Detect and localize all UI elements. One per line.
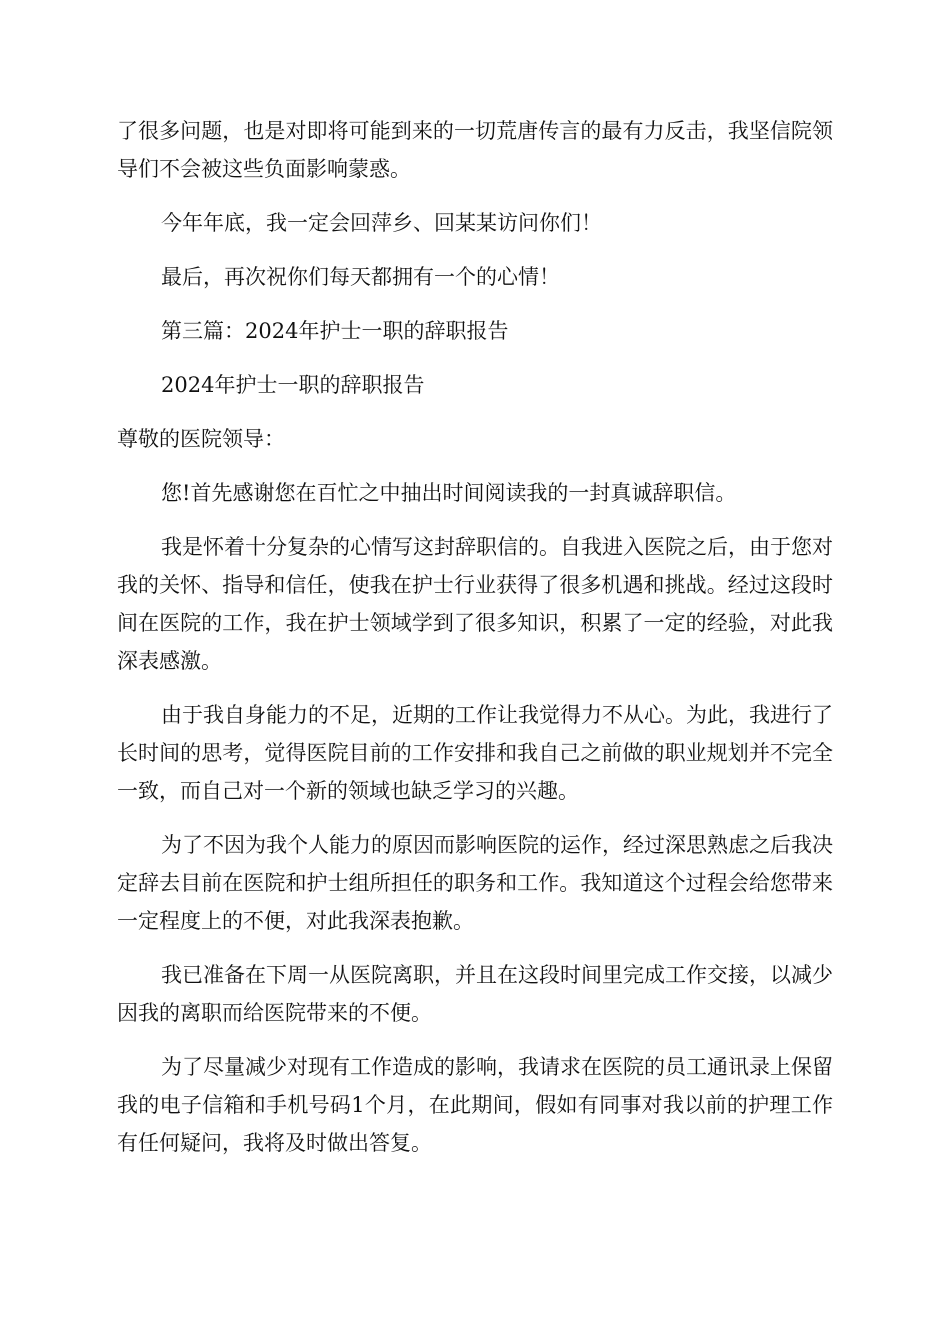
letter-title: 2024年护士一职的辞职报告 [161, 373, 425, 397]
paragraph-decision: 为了不因为我个人能力的原因而影响医院的运作，经过深思熟虑之后我决定辞去目前在医院和护士组所担任的职务和工作。我知道这个过程会给您带来一定程度上的不便，对此我深表抱歉。 [117, 833, 833, 933]
paragraph-visit-promise: 今年年底，我一定会回萍乡、回某某访问你们！ [161, 211, 602, 235]
paragraph-reason: 由于我自身能力的不足，近期的工作让我觉得力不从心。为此，我进行了长时间的思考，觉得医院目前的工作安排和我自己之前做的职业规划并不完全一致，而自己对一个新的领域也缺乏学习的兴趣。 [117, 703, 833, 803]
paragraph-gratitude: 我是怀着十分复杂的心情写这封辞职信的。自我进入医院之后，由于您对我的关怀、指导和信任，使我在护士行业获得了很多机遇和挑战。经过这段时间在医院的工作，我在护士领域学到了很多知识，积累了一定的经验，对此我深表感激。 [117, 535, 833, 673]
section-heading: 第三篇：2024年护士一职的辞职报告 [161, 319, 509, 343]
paragraph-closing-wish: 最后，再次祝你们每天都拥有一个的心情！ [161, 265, 560, 289]
paragraph-handover: 我已准备在下周一从医院离职，并且在这段时间里完成工作交接，以减少因我的离职而给医院带来的不便。 [117, 963, 833, 1025]
paragraph-continuation: 了很多问题，也是对即将可能到来的一切荒唐传言的最有力反击，我坚信院领导们不会被这些负面影响蒙惑。 [117, 119, 833, 181]
letter-salutation: 尊敬的医院领导： [117, 427, 285, 451]
paragraph-thanks: 您!首先感谢您在百忙之中抽出时间阅读我的一封真诚辞职信。 [161, 481, 737, 505]
document-body [117, 112, 833, 1178]
paragraph-contact-retention: 为了尽量减少对现有工作造成的影响，我请求在医院的员工通讯录上保留我的电子信箱和手机号码1个月，在此期间，假如有同事对我以前的护理工作有任何疑问，我将及时做出答复。 [117, 1055, 833, 1155]
